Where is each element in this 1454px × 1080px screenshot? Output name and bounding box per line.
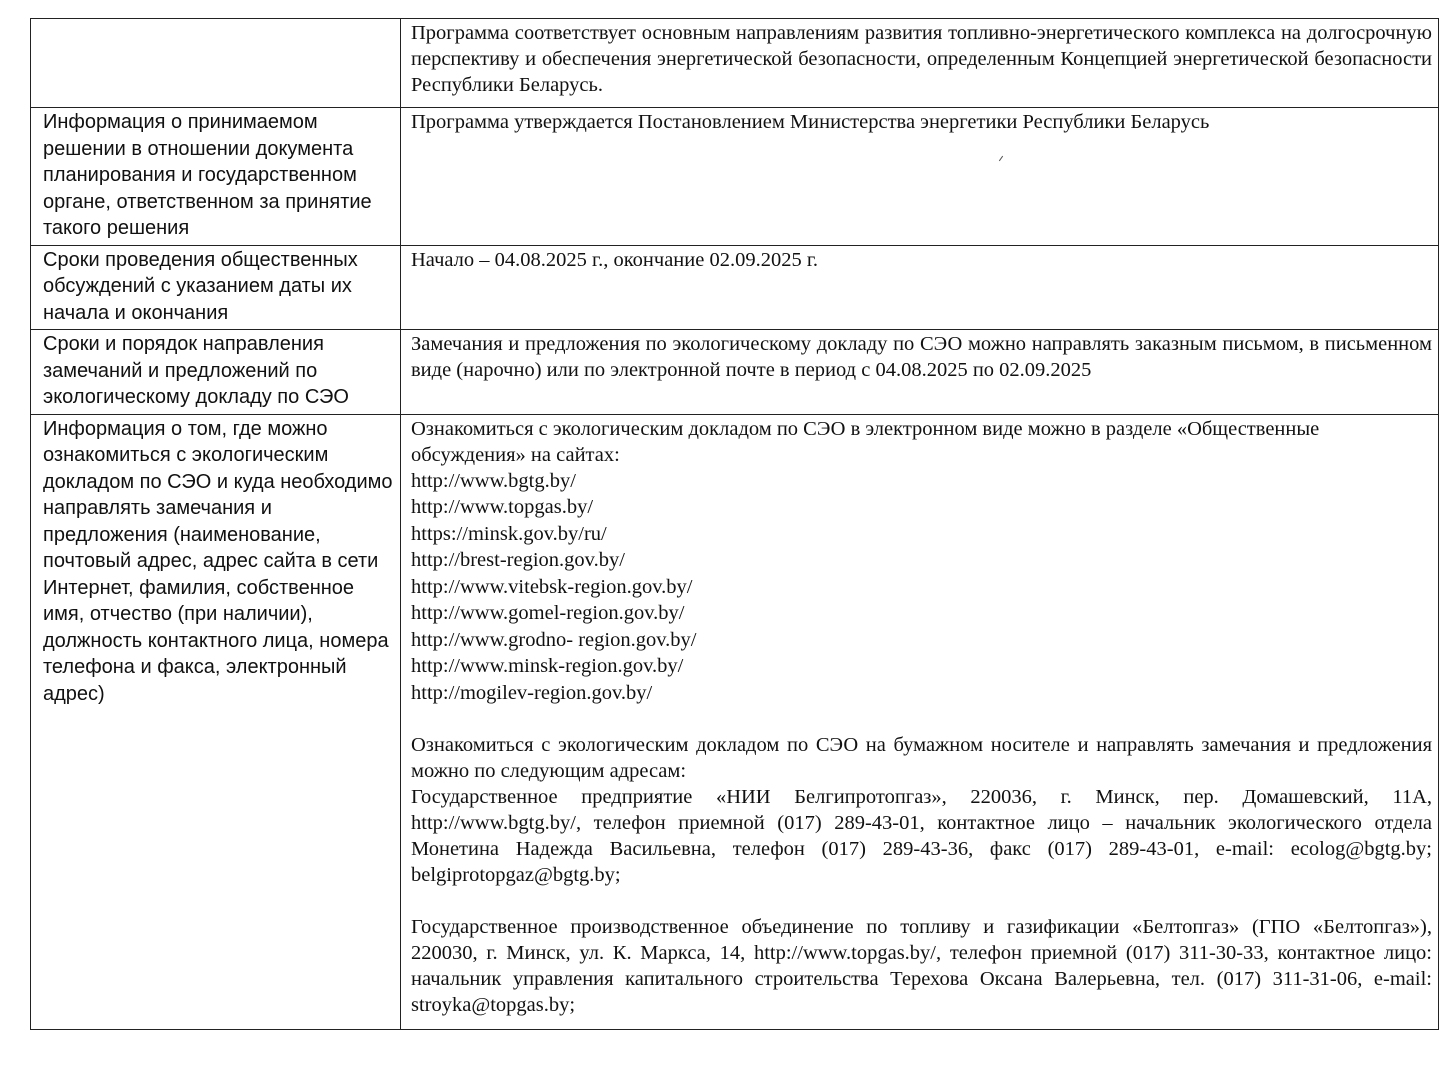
website-link: http://www.minsk-region.gov.by/ xyxy=(411,655,684,677)
table-row xyxy=(31,245,1439,330)
website-link: http://www.vitebsk-region.gov.by/ xyxy=(411,575,693,598)
spacer xyxy=(411,706,1432,732)
website-link: http://mogilev-region.gov.by/ xyxy=(411,681,653,704)
row-value-program-compliance xyxy=(401,19,1439,108)
table-row xyxy=(31,414,1439,1029)
org-belgiprotopgaz-text: Государственное предприятие «НИИ Белгипротопгаз», 220036, г. Минск, пер. Домашевский, 11А, http://www.bgtg.by/, телефон приемной (017) 289-43-01, контактное лицо – начальник экологического отдела Монетина Надежда Васильевна, телефон (017) 289-43-36, факс (017) 289-43-01, e-mail: ecolog@bgtg.by; belgiprotopgaz@bgtg.by; xyxy=(411,786,1432,886)
row-label-empty xyxy=(31,19,401,108)
discussion-dates-text: Начало – 04.08.2025 г., окончание 02.09.2025 г. xyxy=(411,248,819,271)
spacer xyxy=(411,888,1432,914)
decision-info-text: Программа утверждается Постановлением Министерства энергетики Республики Беларусь xyxy=(411,111,1210,133)
row-value-discussion-dates xyxy=(401,245,1439,330)
row-value-comments-procedure xyxy=(401,330,1439,415)
website-link: http://www.bgtg.by/ xyxy=(411,469,576,492)
row-label-comments-procedure: Сроки и порядок направления замечаний и предложений по экологическому докладу по СЭО xyxy=(31,330,401,415)
website-link: http://www.grodno- region.gov.by/ xyxy=(411,628,697,651)
website-link: https://minsk.gov.by/ru/ xyxy=(411,522,607,545)
table-row xyxy=(31,108,1439,246)
comments-procedure-text: Замечания и предложения по экологическому докладу по СЭО можно направлять заказным письмом, в письменном виде (нарочно) или по электронной почте в период с 04.08.2025 по 02.09.2025 xyxy=(411,333,1432,381)
row-value-decision-info xyxy=(401,108,1439,246)
table-row xyxy=(31,19,1439,108)
paper-intro-text: Ознакомиться с экологическим докладом по СЭО на бумажном носителе и направлять замечания и предложения можно по следующим адресам: xyxy=(411,734,1432,782)
row-label-where-to-read: Информация о том, где можно ознакомиться с экологическим докладом по СЭО и куда необходимо направлять замечания и предложения (наименование, почтовый адрес, адрес сайта в сети Интернет, фамилия, собственное имя, отчество (при наличии), должность контактного лица, номера телефона и факса, электронный адрес) xyxy=(31,414,401,1029)
org-beltopgaz-text: Государственное производственное объединение по топливу и газификации «Белтопгаз» (ГПО «Белтопгаз»), 220030, г. Минск, ул. К. Маркса, 14, http://www.topgas.by/, телефон приемной (017) 311-30-33, контактное лицо: начальник управления капитального строительства Терехова Оксана Валерьевна, тел. (017) 311-31-06, e-mail: stroyka@topgas.by; xyxy=(411,916,1432,1016)
row-label-decision-info: Информация о принимаемом решении в отношении документа планирования и государственном органе, ответственном за принятие такого решения xyxy=(31,108,401,246)
row-value-where-to-read xyxy=(401,414,1439,1029)
table-row xyxy=(31,330,1439,415)
website-link: http://www.topgas.by/ xyxy=(411,496,594,518)
website-list xyxy=(411,468,1432,707)
electronic-intro-text: Ознакомиться с экологическим докладом по СЭО в электронном виде можно в разделе «Общественные обсуждения» на сайтах: xyxy=(411,417,1320,466)
website-link: http://www.gomel-region.gov.by/ xyxy=(411,602,685,624)
info-table xyxy=(30,18,1439,1030)
row-label-discussion-dates: Сроки проведения общественных обсуждений с указанием даты их начала и окончания xyxy=(31,245,401,330)
program-compliance-text: Программа соответствует основным направлениям развития топливно-энергетического комплекса на долгосрочную перспективу и обеспечения энергетической безопасности, определенным Концепцией энергетической безопасности Республики Беларусь. xyxy=(411,22,1432,96)
website-link: http://brest-region.gov.by/ xyxy=(411,549,625,571)
